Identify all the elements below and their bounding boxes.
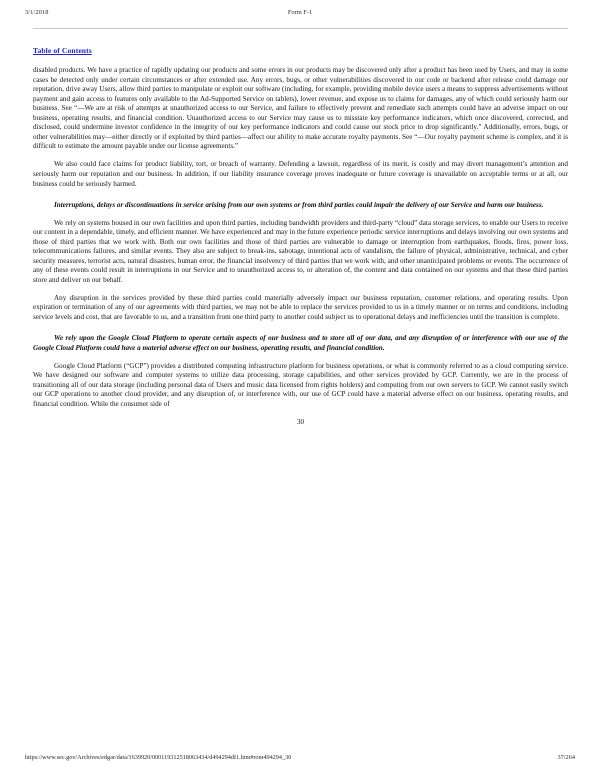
paragraph-any-disruption: Any disruption in the services provided by these third parties could materially adversely impact our business reputation, customer relations, and operating results. Upon expiration or termination of any of our agreements with third parties, we may not be able to replace the services provided to us in a timely manner or on terms and conditions, including service levels and cost, that are favorable to us, and a transition from one third party to another could subject us to operational delays and inefficiencies until the transition is complete. [33,293,568,322]
paragraph-rely-on-systems: We rely on systems housed in our own facilities and upon third parties, including bandwidth providers and third-party “cloud” data storage services, to enable our Users to receive our content in a dependable, timely, and efficient manner. We have experienced and may in the future experience periodic service interruptions and delays involving our own systems and those of third parties that we work with. Both our own facilities and those of third parties are vulnerable to damage or interruption from earthquakes, floods, fires, power loss, telecommunications failures, and similar events. They also are subject to break-ins, sabotage, intentional acts of vandalism, the failure of physical, administrative, technical, and cyber security measures, terrorist acts, natural disasters, human error, the financial insolvency of third parties that we work with, and other unanticipated problems or events. The occurrence of any of these events could result in interruptions in our Service and to unauthorized access to, or alteration of, the content and data contained on our systems and that these third parties store and deliver on our behalf. [33,218,568,284]
paragraph-disabled-products: disabled products. We have a practice of rapidly updating our products and some errors in our products may be discovered only after a product has been used by Users, and may in some cases be detected only under certain circumstances or after extended use. Any errors, bugs, or other vulnerabilities discovered in our code or backend after release could damage our reputation, drive away Users, allow third parties to manipulate or exploit our software (including, for example, providing mobile device users a means to suppress advertisements without payment and gain access to features only available to the Ad-Supported Service on tablets), lower revenue, and expose us to claims for damages, any of which could seriously harm our business. See “—We are at risk of attempts at unauthorized access to our Service, and failure to effectively prevent and remediate such attempts could have an adverse impact on our business, operating results, and financial condition. Unauthorized access to our Service may cause us to misstate key performance indicators, which once discovered, corrected, and disclosed, could undermine investor confidence in the integrity of our key performance indicators and could cause our stock price to drop significantly.” Additionally, errors, bugs, or other vulnerabilities may—either directly or if exploited by third parties—affect our ability to make accurate royalty payments. See “—Our royalty payment scheme is complex, and it is difficult to estimate the amount payable under our license agreements.” [33,66,568,151]
page-number: 30 [296,418,305,427]
header-divider [33,28,568,29]
print-header-document-title: Form F-1 [287,9,313,16]
paragraph-product-liability: We also could face claims for product liability, tort, or breach of warranty. Defending a lawsuit, regardless of its merit, is costly and may divert management’s attention and seriously harm our reputation and our business. In addition, if our liability insurance coverage proves inadequate or future coverage is unavailable on acceptable terms or at all, our business could be seriously harmed. [33,160,568,188]
document-content [33,40,568,426]
table-of-contents-link[interactable]: Table of Contents [33,46,92,55]
heading-google-cloud-platform: We rely upon the Google Cloud Platform to operate certain aspects of our business and to store all of our data, and any disruption of or interference with our use of the Google Cloud Platform could have a material adverse effect on our business, operating results, and financial condition. [33,334,568,352]
print-header [0,9,600,25]
paragraph-google-cloud-platform: Google Cloud Platform (“GCP”) provides a distributed computing infrastructure platform for business operations, or what is commonly referred to as a cloud computing service. We have designed our software and computer systems to utilize data processing, storage capabilities, and other services provided by GCP. Currently, we are in the process of transitioning all of our data storage (including personal data of Users and music data licensed from rights holders) and computing from our own servers to GCP. We cannot easily switch our GCP operations to another cloud provider, and any disruption of, or interference with, our use of GCP could have a material adverse effect on our business, operating results, and financial condition. While the consumer side of [33,361,568,408]
print-footer-url: https://www.sec.gov/Archives/edgar/data/1639920/000119312518063434/d494294df1.htm#rom494294_30 [25,754,292,761]
heading-interruptions-delays: Interruptions, delays or discontinuations in service arising from our own systems or from third parties could impair the delivery of our Service and harm our business. [54,200,544,209]
print-header-date: 3/1/2018 [25,9,49,16]
print-footer [0,754,600,768]
print-footer-page-count: 37/264 [557,754,575,761]
